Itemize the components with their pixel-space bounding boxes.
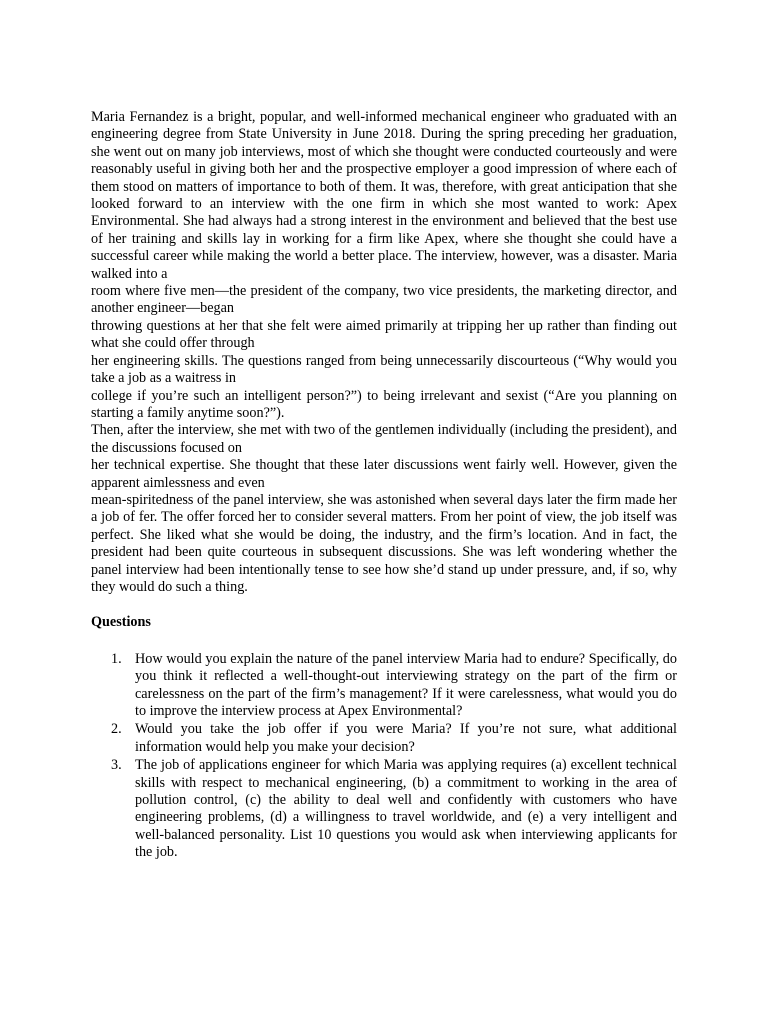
paragraph-segment: room where five men—the president of the company, two vice presidents, the marketing director, and another engineer—began	[91, 283, 677, 317]
paragraph-segment: college if you’re such an intelligent person?”) to being irrelevant and sexist (“Are you planning on starting a family anytime soon?”).	[91, 387, 677, 421]
question-number: 3.	[111, 757, 122, 774]
question-item	[91, 721, 677, 756]
question-text: How would you explain the nature of the panel interview Maria had to endure? Specifically, do you think it reflected a well-thought-out interviewing strategy on the part of the firm or carelessness on the part of the firm’s management? If it were carelessness, what would you do to improve the interview process at Apex Environmental?	[135, 650, 677, 719]
case-study-paragraph	[91, 109, 677, 596]
question-text: Would you take the job offer if you were Maria? If you’re not sure, what additional information would help you make your decision?	[135, 721, 677, 755]
question-number: 1.	[111, 650, 122, 667]
questions-heading: Questions	[91, 614, 151, 631]
paragraph-segment: her technical expertise. She thought that these later discussions went fairly well. However, given the apparent aimlessness and even	[91, 457, 677, 491]
questions-list	[91, 651, 677, 862]
paragraph-segment: her engineering skills. The questions ranged from being unnecessarily discourteous (“Why would you take a job as a waitress in	[91, 352, 677, 387]
question-text: The job of applications engineer for which Maria was applying requires (a) excellent technical skills with respect to mechanical engineering, (b) a commitment to working in the area of pollution control, (c) the ability to deal well and confidently with customers who have engineering problems, (d) a willingness to travel worldwide, and (e) a very intelligent and well-balanced personality. List 10 questions you would ask when interviewing applicants for the job.	[135, 757, 677, 861]
question-number: 2.	[111, 721, 122, 738]
paragraph-segment: Maria Fernandez is a bright, popular, and well-informed mechanical engineer who graduated with an engineering degree from State University in June 2018. During the spring preceding her graduation, she went out on many job interviews, most of which she thought were conducted courteously and were reasonably useful in giving both her and the prospective employer a good impression of where each of them stood on matters of importance to both of them. It was, therefore, with great anticipation that she looked forward to an interview with the one firm in which she most wanted to work: Apex Environmental. She had always had a strong interest in the environment and believed that the best use of her training and skills lay in working for a firm like Apex, where she thought she could have a successful career while making the world a better place. The interview, however, was a disaster. Maria walked into a	[91, 109, 677, 282]
question-item	[91, 757, 677, 861]
paragraph-segment: Then, after the interview, she met with two of the gentlemen individually (including the president), and the discussions focused on	[91, 422, 677, 456]
question-item	[91, 651, 677, 721]
document-page	[91, 109, 677, 863]
paragraph-segment: mean-spiritedness of the panel interview, she was astonished when several days later the firm made her a job of fer. The offer forced her to consider several matters. From her point of view, the job itself was perfect. She liked what she would be doing, the industry, and the firm’s location. And in fact, the president had been quite courteous in subsequent discussions. She was left wondering whether the panel interview had been intentionally tense to see how she’d stand up under pressure, and, if so, why they would do such a thing.	[91, 491, 677, 595]
paragraph-segment: throwing questions at her that she felt were aimed primarily at tripping her up rather than finding out what she could offer through	[91, 317, 677, 352]
